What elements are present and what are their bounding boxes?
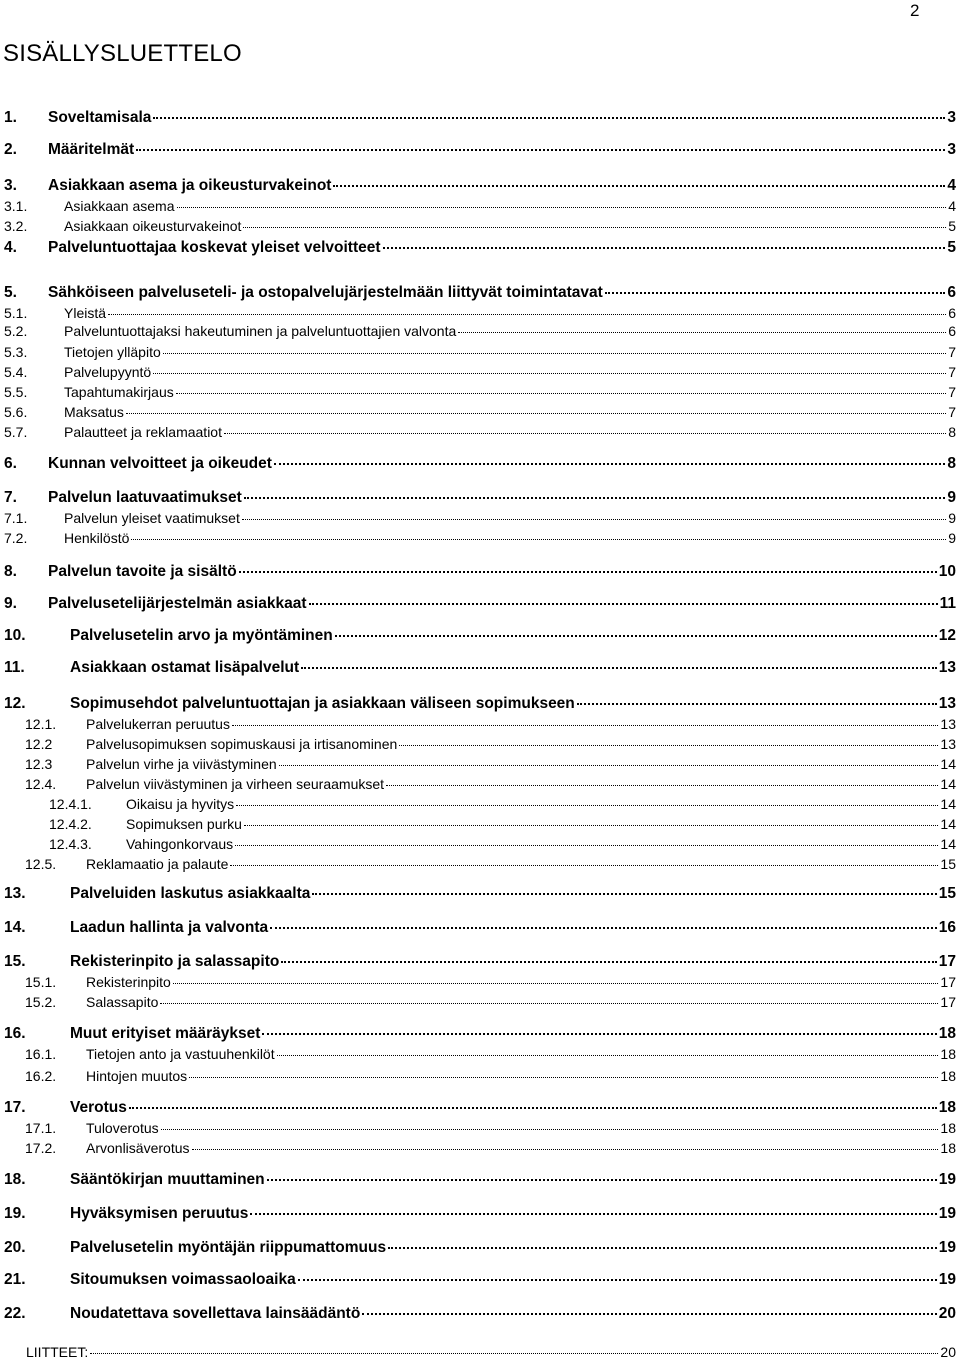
toc-entry[interactable] [4,382,956,402]
toc-entry-title: Sähköiseen palveluseteli- ja ostopalvelujärjestelmään liittyvät toimintatavat [48,284,603,301]
toc-entry-title: Henkilöstö [64,530,130,546]
toc-entry-page: 18 [940,1068,956,1084]
toc-entry-number: 14. [4,919,26,936]
page-number: 2 [910,1,920,20]
toc-entry[interactable] [4,342,956,362]
dot-leader [242,519,946,520]
toc-entry-title: Sääntökirjan muuttaminen [70,1171,265,1188]
toc-entry-number: 18. [4,1171,26,1188]
toc-entry-page: 19 [938,1171,956,1188]
toc-entry-number: 5.1. [4,305,28,321]
toc-entry[interactable] [49,834,956,854]
dot-leader [177,207,947,208]
toc-entry[interactable] [49,794,956,814]
toc-entry[interactable] [25,774,956,794]
toc-entry-page: 14 [940,796,956,812]
toc-entry-page: 19 [938,1239,956,1256]
dot-leader [90,1353,938,1354]
toc-entry-number: 17.1. [25,1120,57,1136]
dot-leader [243,227,946,228]
toc-entry-number: 7. [4,489,17,506]
dot-leader [236,805,938,806]
toc-entry-title: Tuloverotus [86,1120,159,1136]
dot-leader [250,1213,936,1215]
toc-entry[interactable] [4,658,956,678]
toc-entry-number: 12.3 [25,756,53,772]
toc-entry-title: Yleistä [64,305,107,321]
toc-entry-number: 15.2. [25,994,57,1010]
dot-leader [131,539,946,540]
toc-entry-number: 17.2. [25,1140,57,1156]
dot-leader [262,1033,936,1035]
dot-leader [279,765,939,766]
toc-entry-page: 14 [940,776,956,792]
toc-entry[interactable] [4,488,956,508]
toc-entry[interactable] [25,734,956,754]
toc-entry[interactable] [4,1170,956,1190]
dot-leader [298,1279,937,1281]
toc-entry-number: 15.1. [25,974,57,990]
toc-entry-title: Palvelun tavoite ja sisältö [48,563,237,580]
toc-entry-page: 17 [938,953,956,970]
dot-leader [335,635,937,637]
toc-entry[interactable] [4,362,956,382]
toc-entry-number: 12.4.1. [49,796,92,812]
toc-entry[interactable] [49,814,956,834]
toc-entry-title: Muut erityiset määräykset [70,1025,261,1042]
dot-leader [605,292,946,294]
toc-entry[interactable] [4,454,956,474]
toc-entry[interactable] [4,508,956,528]
toc-entry-page: 7 [948,384,956,400]
dot-leader [333,185,945,187]
toc-entry-page: 7 [948,364,956,380]
toc-entry-title: Palvelun laatuvaatimukset [48,489,242,506]
toc-entry-page: 16 [938,919,956,936]
toc-entry-number: 12.4.2. [49,816,92,832]
toc-entry[interactable] [25,854,956,874]
toc-entry[interactable] [4,303,956,323]
toc-entry-number: 6. [4,455,17,472]
toc-entry-title: Palvelusetelin arvo ja myöntäminen [70,627,333,644]
toc-entry-page: 8 [947,455,956,472]
dot-leader [173,983,939,984]
toc-entry-number: 15. [4,953,26,970]
dot-leader [235,845,938,846]
toc-entry-page: 15 [938,885,956,902]
dot-leader [230,865,938,866]
toc-entry-title: Sopimuksen purku [126,816,242,832]
dot-leader [301,667,937,669]
toc-entry[interactable] [25,1118,956,1138]
toc-entry[interactable] [4,1204,956,1224]
toc-entry-title: Laadun hallinta ja valvonta [70,919,269,936]
dot-leader [244,825,938,826]
toc-entry-number: 12. [4,695,26,712]
toc-entry-number: 12.4.3. [49,836,92,852]
toc-entry-title: Vahingonkorvaus [126,836,234,852]
toc-entry[interactable] [4,176,956,196]
dot-leader [458,332,946,333]
toc-entry[interactable] [25,714,956,734]
toc-entry-number: 12.2 [25,736,53,752]
dot-leader [189,1077,938,1078]
toc-entry-number: 12.4. [25,776,57,792]
toc-entry[interactable] [4,918,956,938]
toc-entry-title: Palvelun yleiset vaatimukset [64,510,240,526]
toc-entry[interactable] [4,952,956,972]
page-title: SISÄLLYSLUETTELO [3,40,242,67]
toc-entry-page: 7 [948,404,956,420]
toc-entry-number: 3. [4,177,17,194]
toc-entry[interactable] [4,196,956,216]
dot-leader [274,463,945,465]
toc-entry[interactable] [4,1238,956,1258]
toc-entry[interactable] [4,140,956,160]
toc-entry-title: Kunnan velvoitteet ja oikeudet [48,455,272,472]
dot-leader [388,1247,937,1249]
toc-entry[interactable] [4,694,956,714]
toc-entry-title: Palvelukerran peruutus [86,716,230,732]
toc-entry-number: 1. [4,109,17,126]
toc-entry-page: 17 [940,974,956,990]
toc-entry-number: 5. [4,284,17,301]
dot-leader [239,571,937,573]
toc-entry-title: Asiakkaan oikeusturvakeinot [64,218,242,234]
toc-entry-number: 16.1. [25,1046,57,1062]
toc-entry-page: 17 [940,994,956,1010]
toc-entry-page: 3 [947,141,956,158]
toc-entry-page: 3 [947,109,956,126]
toc-entry-page: 18 [938,1099,956,1116]
toc-entry-title: LIITTEET: [26,1344,89,1360]
toc-entry-number: 16.2. [25,1068,57,1084]
toc-entry-title: Oikaisu ja hyvitys [126,796,235,812]
toc-entry[interactable] [4,422,956,442]
dot-leader [383,247,946,249]
toc-entry-number: 2. [4,141,17,158]
toc-entry-number: 22. [4,1305,26,1322]
toc-entry-title: Hintojen muutos [86,1068,188,1084]
toc-entry-number: 13. [4,885,26,902]
dot-leader [126,413,946,414]
toc-entry-title: Palvelusetelin myöntäjän riippumattomuus [70,1239,387,1256]
toc-entry-page: 20 [940,1344,956,1360]
toc-entry-title: Sopimusehdot palveluntuottajan ja asiakkaan väliseen sopimukseen [70,695,575,712]
toc-entry-page: 12 [938,627,956,644]
dot-leader [161,1129,939,1130]
toc-entry-page: 14 [940,756,956,772]
toc-entry[interactable] [25,972,956,992]
toc-entry[interactable] [25,1138,956,1158]
toc-entry-title: Verotus [70,1099,127,1116]
toc-entry-number: 11. [4,659,25,676]
toc-entry-title: Rekisterinpito ja salassapito [70,953,280,970]
toc-entry-number: 5.2. [4,323,28,339]
toc-entry[interactable] [26,1342,956,1362]
toc-entry-number: 7.2. [4,530,28,546]
dot-leader [386,785,938,786]
toc-entry-title: Tietojen anto ja vastuuhenkilöt [86,1046,275,1062]
toc-entry[interactable] [25,1066,956,1086]
dot-leader [160,1003,938,1004]
toc-entry[interactable] [4,562,956,582]
toc-entry-title: Palveluiden laskutus asiakkaalta [70,885,311,902]
toc-entry-number: 8. [4,563,17,580]
toc-entry-page: 9 [948,510,956,526]
toc-entry[interactable] [4,594,956,614]
dot-leader [129,1107,937,1109]
toc-entry-title: Sitoumuksen voimassaoloaika [70,1271,296,1288]
toc-entry-title: Palvelusopimuksen sopimuskausi ja irtisanominen [86,736,398,752]
toc-entry-title: Salassapito [86,994,159,1010]
toc-entry[interactable] [4,283,956,303]
toc-entry-number: 5.4. [4,364,28,380]
toc-entry-number: 9. [4,595,17,612]
dot-leader [176,393,946,394]
toc-entry[interactable] [4,884,956,904]
toc-entry-page: 7 [948,344,956,360]
toc-entry-title: Asiakkaan asema ja oikeusturvakeinot [48,177,332,194]
dot-leader [224,433,946,434]
toc-entry[interactable] [4,528,956,548]
toc-entry-number: 3.1. [4,198,28,214]
dot-leader [277,1055,939,1056]
toc-entry-title: Asiakkaan asema [64,198,175,214]
toc-entry-page: 4 [947,177,956,194]
toc-entry[interactable] [25,754,956,774]
toc-entry-page: 14 [940,836,956,852]
toc-entry-page: 11 [939,595,956,612]
toc-entry-title: Soveltamisala [48,109,152,126]
toc-entry-title: Maksatus [64,404,124,420]
dot-leader [108,314,946,315]
toc-entry-page: 9 [948,530,956,546]
toc-entry-number: 5.5. [4,384,28,400]
dot-leader [362,1313,936,1315]
toc-entry[interactable] [25,1044,956,1064]
toc-entry-page: 5 [948,218,956,234]
toc-entry-page: 5 [947,239,956,256]
toc-entry-title: Palvelusetelijärjestelmän asiakkaat [48,595,307,612]
toc-entry-number: 3.2. [4,218,28,234]
toc-entry-number: 19. [4,1205,26,1222]
toc-entry-page: 13 [940,716,956,732]
toc-entry-number: 10. [4,627,26,644]
toc-entry-title: Tietojen ylläpito [64,344,161,360]
toc-entry-page: 13 [940,736,956,752]
toc-entry[interactable] [25,992,956,1012]
toc-entry-number: 21. [4,1271,26,1288]
toc-entry-title: Arvonlisäverotus [86,1140,190,1156]
toc-entry-title: Palveluntuottajaa koskevat yleiset velvoitteet [48,239,381,256]
toc-entry-number: 4. [4,239,17,256]
toc-entry-page: 6 [948,305,956,321]
dot-leader [163,353,946,354]
toc-entry-page: 13 [938,659,956,676]
toc-entry-page: 4 [948,198,956,214]
toc-entry-number: 5.6. [4,404,28,420]
dot-leader [577,703,937,705]
toc-entry-title: Palautteet ja reklamaatiot [64,424,222,440]
toc-entry[interactable] [4,321,956,341]
toc-entry[interactable] [4,108,956,128]
toc-entry-page: 9 [947,489,956,506]
toc-entry-title: Asiakkaan ostamat lisäpalvelut [70,659,300,676]
toc-entry-page: 19 [938,1205,956,1222]
toc-entry[interactable] [4,216,956,236]
dot-leader [153,117,945,119]
dot-leader [153,373,946,374]
toc-entry-number: 17. [4,1099,26,1116]
toc-entry-title: Palvelun viivästyminen ja virheen seuraamukset [86,776,385,792]
dot-leader [267,1179,937,1181]
toc-entry-title: Palveluntuottajaksi hakeutuminen ja palveluntuottajien valvonta [64,323,457,339]
toc-entry-page: 18 [940,1120,956,1136]
toc-entry-page: 6 [948,323,956,339]
toc-entry-page: 20 [938,1305,956,1322]
toc-entry-page: 10 [938,563,956,580]
toc-entry[interactable] [4,238,956,258]
dot-leader [270,927,937,929]
toc-entry-number: 7.1. [4,510,28,526]
dot-leader [136,149,945,151]
toc-entry-number: 5.7. [4,424,28,440]
toc-entry-number: 5.3. [4,344,28,360]
toc-entry-title: Hyväksymisen peruutus [70,1205,249,1222]
toc-entry[interactable] [4,402,956,422]
toc-entry-title: Noudatettava sovellettava lainsäädäntö [70,1305,361,1322]
dot-leader [192,1149,939,1150]
toc-entry-number: 12.1. [25,716,57,732]
toc-entry-page: 6 [947,284,956,301]
toc-entry-number: 12.5. [25,856,57,872]
dot-leader [281,961,936,963]
toc-entry-title: Palvelupyyntö [64,364,152,380]
dot-leader [232,725,938,726]
toc-entry-page: 19 [938,1271,956,1288]
toc-entry-number: 16. [4,1025,26,1042]
dot-leader [244,497,946,499]
toc-entry[interactable] [4,1024,956,1044]
toc-entry-title: Palvelun virhe ja viivästyminen [86,756,277,772]
toc-entry-page: 13 [938,695,956,712]
toc-entry-number: 20. [4,1239,26,1256]
toc-entry-page: 14 [940,816,956,832]
toc-entry[interactable] [4,1270,956,1290]
toc-entry-page: 18 [938,1025,956,1042]
toc-entry-title: Reklamaatio ja palaute [86,856,229,872]
toc-entry-page: 18 [940,1046,956,1062]
dot-leader [312,893,936,895]
toc-entry[interactable] [4,1304,956,1324]
dot-leader [399,745,938,746]
toc-entry-page: 8 [948,424,956,440]
dot-leader [309,603,938,605]
toc-entry[interactable] [4,626,956,646]
toc-entry[interactable] [4,1098,956,1118]
toc-entry-page: 18 [940,1140,956,1156]
toc-entry-title: Tapahtumakirjaus [64,384,174,400]
toc-entry-title: Määritelmät [48,141,135,158]
toc-entry-page: 15 [940,856,956,872]
toc-entry-title: Rekisterinpito [86,974,171,990]
